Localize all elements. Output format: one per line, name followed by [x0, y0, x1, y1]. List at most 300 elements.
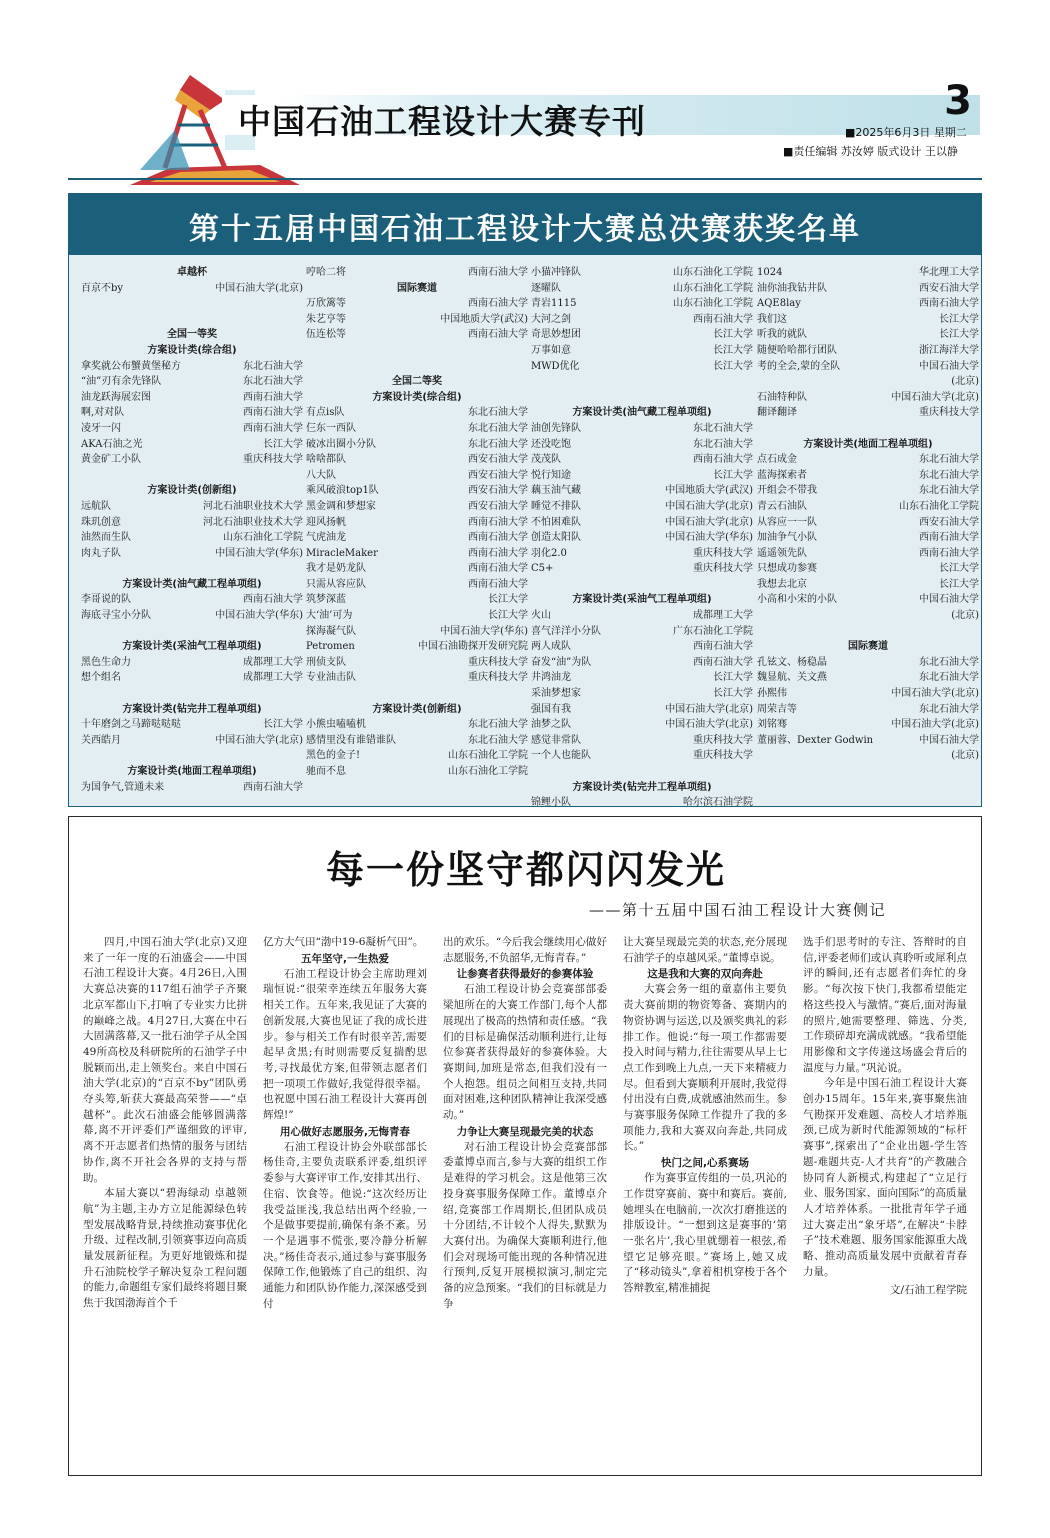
award-entry	[81, 499, 303, 515]
institution-name: 东北石油大学	[468, 407, 528, 419]
award-category-heading: 全国一等奖	[167, 329, 217, 341]
institution-name: 中国石油大学(北京)	[665, 719, 753, 731]
spacer	[306, 686, 528, 702]
awards-title: 第十五届中国石油工程设计大赛总决赛获奖名单	[189, 212, 861, 247]
institution-name: 长江大学	[939, 329, 979, 341]
institution-name: 广东石油化工学院	[673, 625, 753, 637]
team-name: 遥遥领先队	[757, 547, 807, 559]
award-entry	[81, 452, 303, 468]
institution-name: 西南石油大学	[919, 547, 979, 559]
team-name: 点石成金	[757, 454, 797, 466]
institution-name: 长江大学	[713, 329, 753, 341]
team-name: 探海凝气队	[306, 625, 356, 637]
team-name: 伍连松等	[306, 329, 346, 341]
team-name: 八大队	[306, 469, 336, 481]
paragraph: 亿方大气田“渤中19-6凝析气田”。	[263, 936, 424, 948]
institution-name: 中国石油大学(北京)	[215, 734, 303, 746]
paragraph: 石油工程设计协会竞赛部部委梁旭所在的大赛工作部门,每个人都展现出了极高的热情和责任感。“我们的目标是确保活动顺利进行,让每位参赛者获得最好的参赛体验。大赛期间,加班是常态,但我们没有一个人抱怨。组员之间相互支持,共同面对困难,这种团队精神让我深受感动。”	[443, 983, 607, 1122]
institution-name: 长江大学	[263, 719, 303, 731]
institution-name: 河北石油职业技术大学	[203, 500, 303, 512]
team-name: 为国争气,管通未来	[81, 781, 165, 793]
institution-name: 东北石油大学	[919, 454, 979, 466]
article-subheadline: ——第十五届中国石油工程设计大赛侧记	[589, 901, 887, 919]
institution-name: 中国石油大学(北京)	[891, 719, 979, 731]
institution-name: 重庆科技大学	[693, 750, 753, 762]
institution-name: 西南石油大学	[468, 532, 528, 544]
award-entry	[531, 468, 753, 484]
institution-name: 中国石油大学	[919, 734, 979, 746]
masthead	[0, 0, 1050, 192]
institution-name: 长江大学	[939, 313, 979, 325]
award-entry	[306, 327, 528, 343]
team-name: 专业油击队	[306, 672, 356, 684]
award-entry	[531, 312, 753, 328]
team-name: 油梦之队	[531, 719, 571, 731]
team-name: 魏显航、关文燕	[757, 672, 827, 684]
team-name: 石油特种队	[757, 391, 807, 403]
institution-name: 西南石油大学	[693, 641, 753, 653]
team-name: 我们这	[757, 313, 787, 325]
award-entry	[531, 670, 753, 686]
award-entry	[531, 421, 753, 437]
award-entry	[306, 437, 528, 453]
award-entry	[757, 702, 979, 718]
team-name: 油龙跃海展宏图	[81, 391, 151, 403]
award-entry	[306, 296, 528, 312]
award-entry	[757, 577, 979, 593]
institution-name: 长江大学	[488, 610, 528, 622]
section-heading: 快门之间,心系赛场	[661, 1157, 749, 1170]
institution-name: 西安石油大学	[919, 516, 979, 528]
team-name: 迎风扬帆	[306, 516, 346, 528]
award-entry	[531, 483, 753, 499]
institution-name: 成都理工大学	[243, 672, 303, 684]
award-entry	[306, 265, 528, 281]
institution-name: 东北石油大学	[693, 422, 753, 434]
award-entry	[306, 748, 528, 764]
team-name: 逐曜队	[531, 282, 561, 294]
institution-name: 中国地质大学(武汉)	[665, 485, 753, 497]
institution-name: 中国石油大学(华东)	[440, 625, 528, 637]
award-entry	[81, 717, 303, 733]
page-number: 3	[944, 78, 972, 124]
paragraph: 石油工程设计协会外联部部长杨佳奇,主要负责联系评委,组织评委参与大赛评审工作,安排其出行、住宿、饮食等。他说:“这次经历让我受益匪浅,我总结出两个经验,一个是做事要提前,确保有条不紊。另一个是遇事不慌张,要冷静分析解决。”杨佳奇表示,通过参与赛事服务保障工作,他锻炼了自己的组织、沟通能力和团队协作能力,深深感受到付	[263, 1140, 427, 1310]
team-name: 青云石油队	[757, 500, 807, 512]
institution-name: 长江大学	[488, 594, 528, 606]
team-name: 小高和小宋的小队	[757, 594, 837, 606]
award-entry	[531, 452, 753, 468]
institution-name: 东北石油大学	[919, 469, 979, 481]
team-name: 凌牙一闪	[81, 422, 121, 434]
team-name: 啥啥都队	[306, 454, 346, 466]
team-name: 一个人也能队	[531, 750, 591, 762]
award-entry	[306, 468, 528, 484]
award-entry	[757, 405, 979, 421]
spacer	[81, 561, 303, 577]
award-category-heading: 方案设计类(综合组)	[372, 391, 462, 403]
award-category-heading: 方案设计类(采油气工程单项组)	[572, 594, 712, 606]
award-category-heading: 方案设计类(油气藏工程单项组)	[572, 407, 712, 419]
team-name: 喜气洋洋小分队	[531, 625, 601, 637]
team-name: 羽化2.0	[531, 547, 567, 559]
award-entry	[306, 405, 528, 421]
award-institution-continued: (北京)	[951, 610, 979, 622]
team-name: 小猫冲锋队	[531, 267, 581, 278]
spacer	[81, 296, 303, 312]
award-category-heading: 卓越杯	[177, 267, 207, 278]
award-entry	[81, 421, 303, 437]
institution-name: 中国石油大学(华东)	[665, 532, 753, 544]
team-name: 火山	[531, 610, 551, 622]
team-name: 孔铉文、杨稳晶	[757, 656, 827, 668]
divider	[68, 178, 982, 180]
spacer	[757, 421, 979, 437]
awards-banner	[68, 193, 982, 255]
award-entry	[531, 655, 753, 671]
institution-name: 重庆科技大学	[243, 454, 303, 466]
section-heading: 五年坚守,一生热爱	[301, 952, 389, 965]
article-column-4	[623, 935, 787, 1297]
paragraph: 对石油工程设计协会竞赛部部委董博卓而言,参与大赛的组织工作是难得的学习机会。这是他第三次投身赛事服务保障工作。董博卓介绍,竞赛部工作周期长,但团队成员十分团结,不计较个人得失,默默为大赛付出。为确保大赛顺利进行,他们会对现场可能出现的各种情况进行预判,反复开展模拟演习,制定完备的应急预案。“我们的目标就是力争	[443, 1140, 607, 1310]
team-name: 黄金矿工小队	[81, 454, 141, 466]
institution-name: 东北石油大学	[243, 376, 303, 388]
awards-list	[68, 255, 982, 807]
award-entry	[531, 359, 753, 375]
spacer	[306, 343, 528, 359]
team-name: 筑梦深蓝	[306, 594, 346, 606]
award-category-heading: 方案设计类(油气藏工程单项组)	[122, 578, 262, 590]
award-entry	[531, 639, 753, 655]
award-entry	[531, 296, 753, 312]
award-entry	[531, 546, 753, 562]
institution-name: 西南石油大学	[468, 329, 528, 341]
team-name: 万欣篱等	[306, 298, 346, 310]
team-name: 大‘油’可为	[306, 610, 353, 622]
team-name: 周荣吉等	[757, 703, 797, 715]
paragraph: 选手们思考时的专注、答辩时的自信,评委老师们或认真聆听或犀利点评的瞬间,还有志愿者们奔忙的身影。“每次按下快门,我都希望能定格这些投入与激情。”赛后,面对海量的照片,她需要整理、筛选、分类,工作琐碎却充满成就感。“我希望能用影像和文字传递这场盛会背后的温度与力量。”巩沁说。	[803, 936, 967, 1074]
team-name: 还没吃饱	[531, 438, 571, 450]
award-entry	[531, 561, 753, 577]
award-entry	[531, 795, 753, 811]
award-entry	[306, 592, 528, 608]
award-entry	[531, 624, 753, 640]
award-entry	[306, 670, 528, 686]
award-entry	[306, 312, 528, 328]
team-name: 油创先锋队	[531, 422, 581, 434]
team-name: 只需从容应队	[306, 578, 366, 590]
award-institution-continued: (北京)	[951, 376, 979, 388]
award-entry	[531, 499, 753, 515]
spacer	[81, 312, 303, 328]
team-name: 两人成队	[531, 641, 571, 653]
institution-name: 长江大学	[713, 344, 753, 356]
team-name: 创造太阳队	[531, 532, 581, 544]
team-name: 关西皓月	[81, 734, 121, 746]
award-entry	[757, 499, 979, 515]
award-entry	[81, 437, 303, 453]
institution-name: 东北石油大学	[468, 734, 528, 746]
spacer	[81, 686, 303, 702]
institution-name: 西南石油大学	[243, 781, 303, 793]
institution-name: 山东石油化工学院	[673, 282, 753, 294]
award-entry	[81, 655, 303, 671]
award-entry	[306, 561, 528, 577]
award-entry	[306, 499, 528, 515]
team-name: 刘铭骞	[757, 719, 787, 731]
award-entry	[757, 546, 979, 562]
award-category-heading: 方案设计类(采油气工程单项组)	[122, 641, 262, 653]
award-entry	[81, 546, 303, 562]
team-name: 翻译翻译	[757, 407, 797, 419]
institution-name: 东北石油大学	[468, 719, 528, 731]
team-name: 开组会不带我	[757, 485, 817, 497]
award-entry	[757, 312, 979, 328]
institution-name: 西南石油大学	[919, 298, 979, 310]
institution-name: 东北石油大学	[919, 485, 979, 497]
team-name: 拿奖就公布蟹黄堡秘方	[81, 360, 181, 372]
award-entry	[531, 748, 753, 764]
article-byline: 文/石油工程学院	[889, 1284, 967, 1297]
award-entry	[306, 515, 528, 531]
institution-name: 中国石油大学(北京)	[665, 500, 753, 512]
team-name: 强国有我	[531, 703, 571, 715]
institution-name: 中国石油大学(北京)	[215, 282, 303, 294]
institution-name: 西安石油大学	[468, 500, 528, 512]
article-column-3	[443, 935, 607, 1312]
institution-name: 东北石油大学	[468, 422, 528, 434]
institution-name: 长江大学	[939, 578, 979, 590]
team-name: 珠玑创意	[81, 516, 121, 528]
team-name: 乘风破浪top1队	[306, 485, 379, 497]
institution-name: 重庆科技大学	[468, 656, 528, 668]
institution-name: 西南石油大学	[468, 516, 528, 528]
team-name: 有点is队	[306, 407, 345, 419]
award-entry	[81, 780, 303, 796]
team-name: 蓝海探索者	[757, 469, 807, 481]
paragraph: 四月,中国石油大学(北京)又迎来了一年一度的石油盛会——中国石油工程设计大赛。4月26日,入围大赛总决赛的117组石油学子齐聚北京军都山下,打响了专业实力比拼的巅峰之战。4月27日,大赛在中石大固满落幕,又一批石油学子从全国49所高校及科研院所的石油学子中脱颖而出,走上领奖台。来自中国石油大学(北京)的“百京不by”团队勇夺头筹,斩获大赛最高荣誉——“卓越杯”。此次石油盛会能够圆满落幕,离不开评委们严谨细致的评审,离不开志愿者们热情的服务与团结协作,离不开社会各界的支持与帮助。	[83, 936, 247, 1184]
award-entry	[81, 515, 303, 531]
team-name: 远航队	[81, 500, 111, 512]
award-entry	[306, 733, 528, 749]
institution-name: 长江大学	[713, 688, 753, 700]
feature-article	[68, 816, 982, 1476]
team-name: 刑侦支队	[306, 656, 346, 668]
institution-name: 浙江海洋大学	[919, 344, 979, 356]
institution-name: 河北石油职业技术大学	[203, 516, 303, 528]
award-category-heading: 方案设计类(地面工程单项组)	[127, 766, 257, 777]
award-institution-continued: (北京)	[951, 750, 979, 762]
award-entry	[757, 530, 979, 546]
team-name: 十年磨剑之马蹄哒哒哒	[81, 719, 181, 731]
spacer	[531, 577, 753, 593]
award-entry	[81, 405, 303, 421]
paragraph: 石油工程设计协会主席助理刘瑞恒说:“很荣幸连续五年服务大赛相关工作。五年来,我见证了大赛的创新发展,大赛也见证了我的成长进步。参与相关工作有时很辛苦,需要起早贪黑;有时则需要反复揣酌思考,寻找最优方案,但带领志愿者们把一项项工作做好,我觉得很幸福。也祝愿中国石油工程设计大赛再创辉煌!”	[263, 967, 427, 1122]
team-name: 气虎油龙	[306, 532, 346, 544]
team-name: 油然而生队	[81, 532, 131, 544]
institution-name: 长江大学	[939, 563, 979, 575]
award-entry	[81, 733, 303, 749]
award-entry	[757, 483, 979, 499]
awards-column-1	[81, 265, 303, 795]
issue-date: ■2025年6月3日 星期二	[845, 126, 967, 139]
institution-name: 西南石油大学	[693, 313, 753, 325]
award-entry	[757, 670, 979, 686]
award-entry	[81, 592, 303, 608]
team-name: 董丽蓉、Dexter Godwin	[757, 734, 874, 746]
team-name: 哼哈二将	[306, 267, 346, 278]
award-entry	[81, 281, 303, 297]
spacer	[81, 468, 303, 484]
award-category-heading: 全国二等奖	[392, 376, 442, 388]
team-name: 加油争气小队	[757, 532, 817, 544]
team-name: 从容应一一队	[757, 516, 817, 528]
team-name: 奋发“油”为队	[531, 656, 592, 668]
institution-name: 长江大学	[713, 360, 753, 372]
institution-name: 山东石油化工学院	[223, 532, 303, 544]
team-name: AQE8lay	[757, 298, 801, 310]
team-name: MWD优化	[531, 360, 580, 372]
award-entry	[531, 265, 753, 281]
team-name: 井鸿油龙	[531, 672, 571, 684]
institution-name: 中国石油大学(北京)	[891, 688, 979, 700]
institution-name: 西安石油大学	[468, 469, 528, 481]
team-name: 茂茂队	[531, 454, 561, 466]
award-entry	[757, 515, 979, 531]
award-category-heading: 方案设计类(钻完井工程单项组)	[572, 781, 712, 793]
award-category-heading: 方案设计类(创新组)	[372, 703, 462, 715]
award-entry	[531, 702, 753, 718]
team-name: 小熊虫嗑嗑机	[306, 719, 366, 731]
team-name: 只想成功参赛	[757, 563, 817, 575]
team-name: 睡觉不排队	[531, 500, 581, 512]
institution-name: 重庆科技大学	[468, 672, 528, 684]
award-entry	[306, 764, 528, 780]
team-name: 黑色生命力	[81, 656, 131, 668]
award-entry	[531, 281, 753, 297]
team-name: 不怕困难队	[531, 516, 581, 528]
institution-name: 中国石油勘探开发研究院	[418, 641, 528, 653]
institution-name: 中国石油大学	[919, 360, 979, 372]
team-name: MiracleMaker	[306, 547, 378, 559]
institution-name: 东北石油大学	[693, 438, 753, 450]
team-name: 朱艺亨等	[306, 313, 346, 325]
award-entry	[757, 686, 979, 702]
institution-name: 西南石油大学	[243, 407, 303, 419]
team-name: 随便哈哈都行团队	[757, 344, 837, 356]
institution-name: 西南石油大学	[468, 578, 528, 590]
team-name: 我想去北京	[757, 578, 807, 590]
award-entry	[757, 452, 979, 468]
award-entry	[757, 343, 979, 359]
institution-name: 重庆科技大学	[919, 407, 979, 419]
institution-name: 长江大学	[263, 438, 303, 450]
team-name: 黑色的金子!	[306, 750, 361, 762]
awards-column-2	[306, 265, 528, 780]
award-entry	[757, 655, 979, 671]
award-category-heading: 方案设计类(钻完井工程单项组)	[122, 703, 262, 715]
article-column-2	[263, 935, 427, 1312]
institution-name: 成都理工大学	[243, 656, 303, 668]
section-heading: 用心做好志愿服务,无悔青春	[280, 1125, 410, 1138]
institution-name: 西南石油大学	[468, 267, 528, 278]
institution-name: 中国地质大学(武汉)	[440, 313, 528, 325]
paragraph: 出的欢乐。“今后我会继续用心做好志愿服务,不负韶华,无悔青春。”	[443, 936, 607, 964]
team-name: 听我的就队	[757, 329, 807, 341]
institution-name: 长江大学	[713, 469, 753, 481]
institution-name: 西安石油大学	[919, 282, 979, 294]
team-name: C5+	[531, 563, 554, 575]
spacer	[531, 390, 753, 406]
team-name: 采油梦想家	[531, 688, 581, 700]
award-entry	[757, 733, 979, 749]
award-entry	[531, 686, 753, 702]
institution-name: 西安石油大学	[468, 454, 528, 466]
institution-name: 哈尔滨石油学院	[683, 797, 753, 809]
team-name: AKA石油之光	[81, 438, 143, 450]
team-name: 奇思妙想团	[531, 329, 581, 341]
team-name: 大河之剑	[531, 313, 571, 325]
institution-name: 山东石油化工学院	[448, 750, 528, 762]
paragraph: 大赛会务一组的童嘉伟主要负责大赛前期的物资筹备、赛期内的物资协调与运送,以及颁奖典礼的彩排工作。他说:“每一项工作都需要投入时间与精力,往往需要从早上七点工作到晚上九点,一天下来精疲力尽。但看到大赛顺利开展时,我觉得付出没有白费,成就感油然而生。参与赛事服务保障工作提升了我的多项能力,我和大赛双向奔赴,共同成长。”	[623, 983, 787, 1153]
institution-name: 山东石油化工学院	[673, 267, 753, 278]
award-entry	[306, 655, 528, 671]
team-name: 仨东一西队	[306, 422, 356, 434]
spacer	[531, 374, 753, 390]
page-title: 中国石油工程设计大赛专刊	[238, 102, 646, 141]
award-entry	[757, 281, 979, 297]
institution-name: 东北石油大学	[919, 703, 979, 715]
award-entry	[81, 374, 303, 390]
award-entry	[757, 390, 979, 406]
institution-name: 西南石油大学	[693, 656, 753, 668]
institution-name: 西南石油大学	[468, 298, 528, 310]
team-name: 黑金调和梦想家	[306, 500, 376, 512]
award-category-heading: 国际赛道	[848, 641, 888, 653]
award-entry	[306, 452, 528, 468]
award-entry	[306, 546, 528, 562]
award-entry	[306, 483, 528, 499]
team-name: 感情里没有谁错谁队	[306, 734, 396, 746]
institution-name: 中国石油大学(华东)	[215, 610, 303, 622]
paragraph: 本届大赛以“碧海绿动 卓越领航”为主题,主办方立足能源绿色转型发展战略背景,持续推动赛事优化升级、过程改制,引领赛事迈向高质量发展新征程。为更好地锻炼和提升石油院校学子解决复杂工程问题的能力,命题组专家们最终将题目聚焦于我国渤海首个千	[83, 1187, 247, 1310]
section-heading: 这是我和大赛的双向奔赴	[647, 968, 763, 981]
institution-name: 东北石油大学	[919, 672, 979, 684]
institution-name: 西南石油大学	[468, 563, 528, 575]
spacer	[81, 748, 303, 764]
award-category-heading: 方案设计类(综合组)	[147, 344, 237, 356]
institution-name: 西南石油大学	[919, 532, 979, 544]
team-name: 1024	[757, 267, 783, 278]
institution-name: 中国石油大学	[919, 594, 979, 606]
editor-credits: ■责任编辑 苏汝婷 版式设计 王以静	[783, 145, 958, 158]
team-name: 青岩1115	[531, 298, 577, 310]
team-name: 驰而不息	[306, 766, 346, 777]
award-entry	[306, 577, 528, 593]
section-heading: 力争让大赛呈现最完美的状态	[456, 1125, 594, 1138]
award-category-heading: 方案设计类(地面工程单项组)	[803, 438, 933, 450]
institution-name: 中国石油大学(北京)	[665, 703, 753, 715]
institution-name: 重庆科技大学	[693, 563, 753, 575]
institution-name: 中国石油大学(北京)	[665, 516, 753, 528]
team-name: Petromen	[306, 641, 355, 653]
award-entry	[306, 608, 528, 624]
paragraph: 作为赛事宣传组的一员,巩沁的工作贯穿赛前、赛中和赛后。赛前,她埋头在电脑前,一次次打磨推送的排版设计。“一想到这是赛事的‘第一张名片’,我心里就绷着一根弦,希望它足够亮眼。”赛场上,她又成了“移动镜头”,拿着相机穿梭于各个答辩教室,精准捕捉	[623, 1172, 787, 1295]
award-entry	[306, 530, 528, 546]
award-entry	[306, 421, 528, 437]
awards-column-4	[757, 265, 979, 764]
award-entry	[531, 717, 753, 733]
paragraph: 今年是中国石油工程设计大赛创办15周年。15年来,赛事聚焦油气勘探开发难题、高校人才培养瓶颈,已成为新时代能源领域的“标杆赛事”,探索出了“企业出题-学生答题-难题共克-人才共育”的产教融合协同育人新模式,构建起了“立足行业、服务国家、面向国际”的高质量人才培养体系。一批批青年学子通过大赛走出“象牙塔”,在解决“卡脖子”技术难题、服务国家能源重大战略、推动高质量发展中贡献着青春力量。	[803, 1077, 967, 1278]
